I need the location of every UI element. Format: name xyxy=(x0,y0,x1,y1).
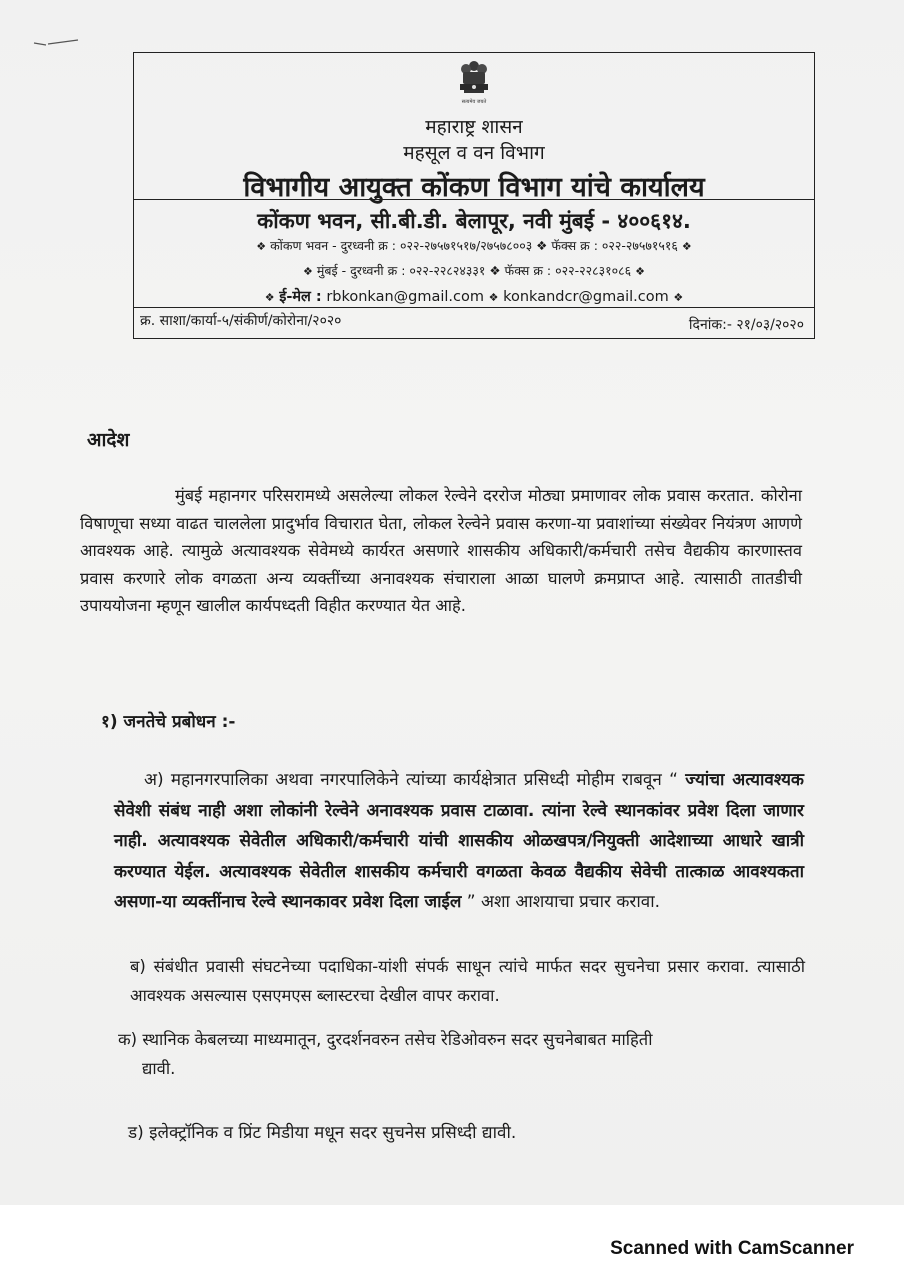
item-c: क) स्थानिक केबलच्या माध्यमातून, दुरदर्शनवरुन तसेच रेडिओवरुन सदर सुचनेबाबत माहिती द्यावी. xyxy=(118,1030,653,1078)
contact-line-email xyxy=(134,286,814,306)
letterhead xyxy=(133,52,815,339)
order-heading: आदेश xyxy=(87,429,130,451)
letterhead-divider xyxy=(134,307,814,308)
diamond-bullet-icon: ❖ xyxy=(635,265,645,278)
section-title: १) जनतेचे प्रबोधन :- xyxy=(101,712,236,732)
diamond-bullet-icon: ❖ xyxy=(256,240,267,253)
diamond-bullet-icon: ❖ xyxy=(681,240,692,253)
pen-mark xyxy=(32,38,80,48)
email-link-2[interactable]: konkandcr@gmail.com xyxy=(503,289,669,305)
contact-line-konkan: ❖ कोंकण भवन - दुरध्वनी क्र : ०२२-२७५७१५१७/२७५७८००३ ❖ फॅक्स क्र : ०२२-२७५७१५१६ ❖ xyxy=(256,238,692,253)
camscanner-watermark: Scanned with CamScanner xyxy=(610,1238,854,1259)
diamond-bullet-icon: ❖ xyxy=(303,265,313,278)
item-a-emphasis: ज्यांचा अत्यावश्यक सेवेशी संबंध नाही अशा लोकांनी रेल्वेने अनावश्यक प्रवास टाळावा. त्यांना रेल्वे स्थानकांवर प्रवेश दिला जाणार नाही. अत्यावश्यक सेवेतील अधिकारी/कर्मचारी यांची शासकीय ओळखपत्र/नियुक्ती आदेशाच्या आधारे खात्री करण्यात येईल. अत्यावश्यक सेवेतील शासकीय कर्मचारी वगळता केवळ वैद्यकीय सेवेची तात्काळ आवश्यकता असणा-या व्यक्तींनाच रेल्वे स्थानकावर प्रवेश दिला जाईल xyxy=(114,770,804,912)
diamond-bullet-icon: ❖ xyxy=(488,291,499,304)
ashoka-emblem-icon xyxy=(454,59,494,107)
diamond-bullet-icon: ❖ xyxy=(673,291,684,304)
email-link-1[interactable]: rbkonkan@gmail.com xyxy=(326,289,485,305)
item-d: ड) इलेक्ट्रॉनिक व प्रिंट मिडीया मधून सदर सुचनेस प्रसिध्दी द्यावी. xyxy=(128,1123,517,1143)
reference-number: क्र. साशा/कार्या-५/संकीर्ण/कोरोना/२०२० xyxy=(140,313,342,329)
letterhead-divider xyxy=(134,199,814,200)
item-a: अ) महानगरपालिका अथवा नगरपालिकेने त्यांच्या कार्यक्षेत्रात प्रसिध्दी मोहीम राबवून “ ज्यांचा अत्यावश्यक सेवेशी संबंध नाही अशा लोकांनी रेल्वेने अनावश्यक प्रवास टाळावा. त्यांना रेल्वे स्थानकांवर प्रवेश दिला जाणार नाही. अत्यावश्यक सेवेतील अधिकारी/कर्मचारी यांची शासकीय ओळखपत्र/नियुक्ती आदेशाच्या आधारे खात्री करण्यात येईल. अत्यावश्यक सेवेतील शासकीय कर्मचारी वगळता केवळ वैद्यकीय सेवेची तात्काळ आवश्यकता असणा-या व्यक्तींनाच रेल्वे स्थानकावर प्रवेश दिला जाईल ” अशा आशयाचा प्रचार करावा. xyxy=(114,770,804,912)
intro-paragraph: मुंबई महानगर परिसरामध्ये असलेल्या लोकल रेल्वेने दररोज मोठ्या प्रमाणावर लोक प्रवास करतात. कोरोना विषाणूचा सध्या वाढत चाललेला प्रादुर्भाव विचारात घेता, लोकल रेल्वेने प्रवास करणा-या प्रवाशांच्या संख्येवर नियंत्रण आणणे आवश्यक आहे. त्यामुळे अत्यावश्यक सेवेमध्ये कार्यरत असणारे शासकीय अधिकारी/कर्मचारी तसेच वैद्यकीय कारणास्तव प्रवास करणारे लोक वगळता अन्य व्यक्तींच्या अनावश्यक संचाराला आळा घालणे क्रमप्राप्त आहे. त्यासाठी तातडीची उपाययोजना म्हणून खालील कार्यपध्दती विहीत करण्यात येत आहे. xyxy=(80,486,802,615)
department-name: महसूल व वन विभाग xyxy=(403,142,545,164)
state-name: महाराष्ट्र शासन xyxy=(425,116,523,138)
order-date: दिनांक:- २१/०३/२०२० xyxy=(688,317,804,333)
office-address: कोंकण भवन, सी.बी.डी. बेलापूर, नवी मुंबई - ४००६१४. xyxy=(257,209,691,233)
item-b: ब) संबंधीत प्रवासी संघटनेच्या पदाधिका-यांशी संपर्क साधून त्यांचे मार्फत सदर सुचनेचा प्रसार करावा. त्यासाठी आवश्यक असल्यास एसएमएस ब्लास्टरचा देखील वापर करावा. xyxy=(130,957,805,1005)
contact-line-mumbai: ❖ मुंबई - दुरध्वनी क्र : ०२२-२२८२४३३१ ❖ फॅक्स क्र : ०२२-२२८३१०८६ ❖ xyxy=(303,263,645,278)
diamond-bullet-icon: ❖ xyxy=(264,291,275,304)
office-title: विभागीय आयुक्त कोंकण विभाग यांचे कार्यालय xyxy=(243,172,705,203)
emblem-motto: सत्यमेव जयते xyxy=(461,99,487,105)
email-label: ई-मेल : xyxy=(279,289,322,305)
